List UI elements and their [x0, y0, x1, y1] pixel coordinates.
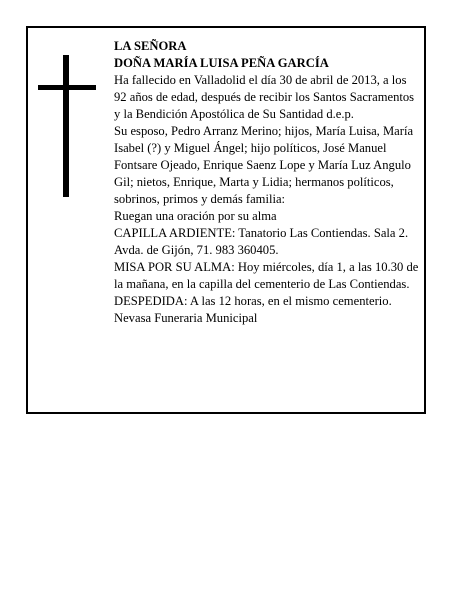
funeral-home: Nevasa Funeraria Municipal — [114, 311, 258, 325]
cross-horizontal-bar — [38, 85, 96, 90]
death-announcement: Ha fallecido en Valladolid el día 30 de abril de 2013, a los 92 años de edad, después de recibir los Santos Sacramentos y la Bendición Apostólica de Su Santidad d.e.p. — [114, 73, 415, 121]
prayer-request: Ruegan una oración por su alma — [114, 209, 277, 223]
chapel-info: CAPILLA ARDIENTE: Tanatorio Las Contiendas. Sala 2. Avda. de Gijón, 71. 983 360405. — [114, 226, 409, 257]
notice-heading: LA SEÑORA — [114, 39, 187, 53]
farewell-info: DESPEDIDA: A las 12 horas, en el mismo cementerio. — [114, 294, 392, 308]
mass-info: MISA POR SU ALMA: Hoy miércoles, día 1, a las 10.30 de la mañana, en la capilla del cementerio de Las Contiendas. — [114, 260, 419, 291]
deceased-name: DOÑA MARÍA LUISA PEÑA GARCÍA — [114, 56, 329, 70]
cross-icon — [38, 55, 96, 197]
obituary-text — [114, 38, 420, 327]
cross-vertical-bar — [63, 55, 69, 197]
family-list: Su esposo, Pedro Arranz Merino; hijos, María Luisa, María Isabel (?) y Miguel Ángel; hijo políticos, José Manuel Fontsare Ojeado, Enrique Saenz Lope y María Luz Angulo Gil; nietos, Enrique, Marta y Lidia; hermanos políticos, sobrinos, primos y demás familia: — [114, 124, 414, 206]
